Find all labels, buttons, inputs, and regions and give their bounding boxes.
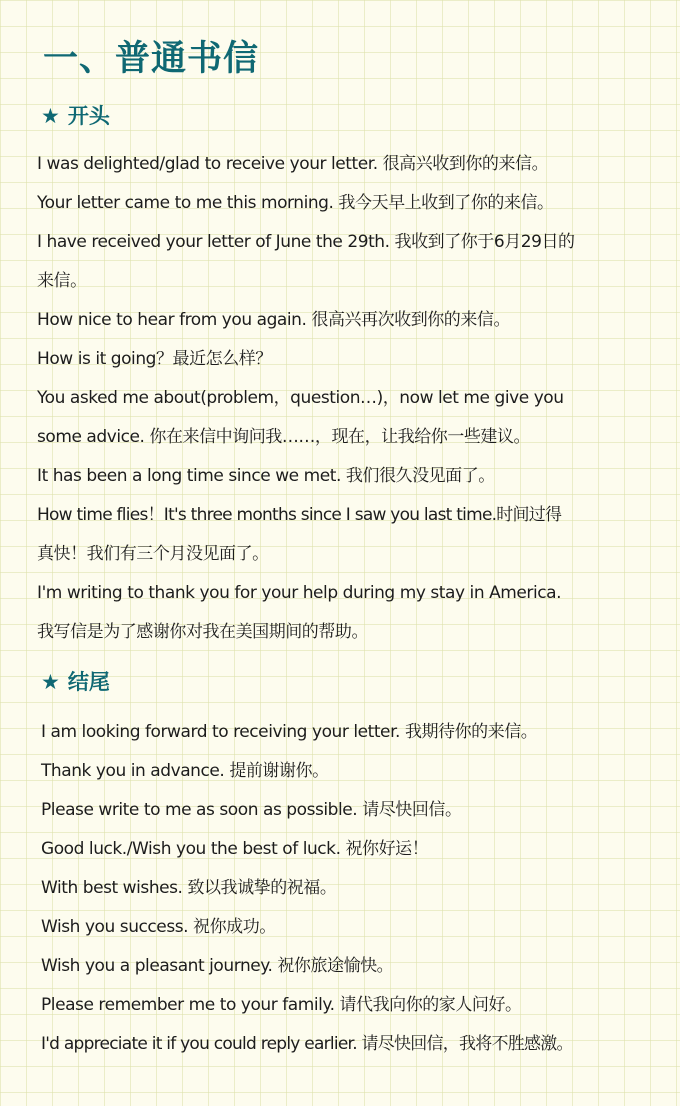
star-icon: ★	[41, 670, 60, 694]
phrase-line: Please write to me as soon as possible. 请尽快回信。	[41, 800, 462, 820]
phrase-line: I am looking forward to receiving your letter. 我期待你的来信。	[41, 722, 538, 742]
page-title: 一、普通书信	[43, 38, 260, 79]
phrase-line: Good luck./Wish you the best of luck. 祝你好运！	[41, 839, 429, 859]
phrase-line: How nice to hear from you again. 很高兴再次收到你的来信。	[37, 310, 510, 330]
star-icon: ★	[41, 104, 60, 128]
closing-phrase-list	[41, 713, 671, 1064]
phrase-line: I have received your letter of June the 29th. 我收到了你于6月29日的	[37, 232, 575, 252]
phrase-line: some advice. 你在来信中询问我……，现在，让我给你一些建议。	[37, 427, 531, 447]
section-heading-closing	[41, 667, 110, 697]
phrase-line: You asked me about(problem，question…)，now let me give you	[37, 388, 564, 408]
phrase-line: Wish you success. 祝你成功。	[41, 917, 276, 937]
phrase-line: It has been a long time since we met. 我们很久没见面了。	[37, 466, 495, 486]
phrase-line: 来信。	[37, 271, 87, 291]
phrase-line: 真快！我们有三个月没见面了。	[37, 544, 269, 564]
phrase-line: Your letter came to me this morning. 我今天早上收到了你的来信。	[37, 193, 554, 213]
opening-phrase-list	[37, 145, 657, 652]
phrase-line: Thank you in advance. 提前谢谢你。	[41, 761, 329, 781]
phrase-line: With best wishes. 致以我诚挚的祝福。	[41, 878, 337, 898]
phrase-line: I'd appreciate it if you could reply earlier. 请尽快回信，我将不胜感激。	[41, 1034, 573, 1054]
section-heading-label: 结尾	[67, 670, 110, 694]
phrase-line: 我写信是为了感谢你对我在美国期间的帮助。	[37, 622, 368, 642]
phrase-line: I was delighted/glad to receive your letter. 很高兴收到你的来信。	[37, 154, 549, 174]
phrase-line: Wish you a pleasant journey. 祝你旅途愉快。	[41, 956, 394, 976]
section-heading-label: 开头	[67, 104, 110, 128]
phrase-line: How is it going？最近怎么样？	[37, 349, 272, 369]
section-heading-opening	[41, 101, 110, 131]
phrase-line: Please remember me to your family. 请代我向你的家人问好。	[41, 995, 522, 1015]
phrase-line: How time flies！It's three months since I saw you last time.时间过得	[37, 505, 562, 525]
phrase-line: I'm writing to thank you for your help during my stay in America.	[37, 583, 562, 603]
